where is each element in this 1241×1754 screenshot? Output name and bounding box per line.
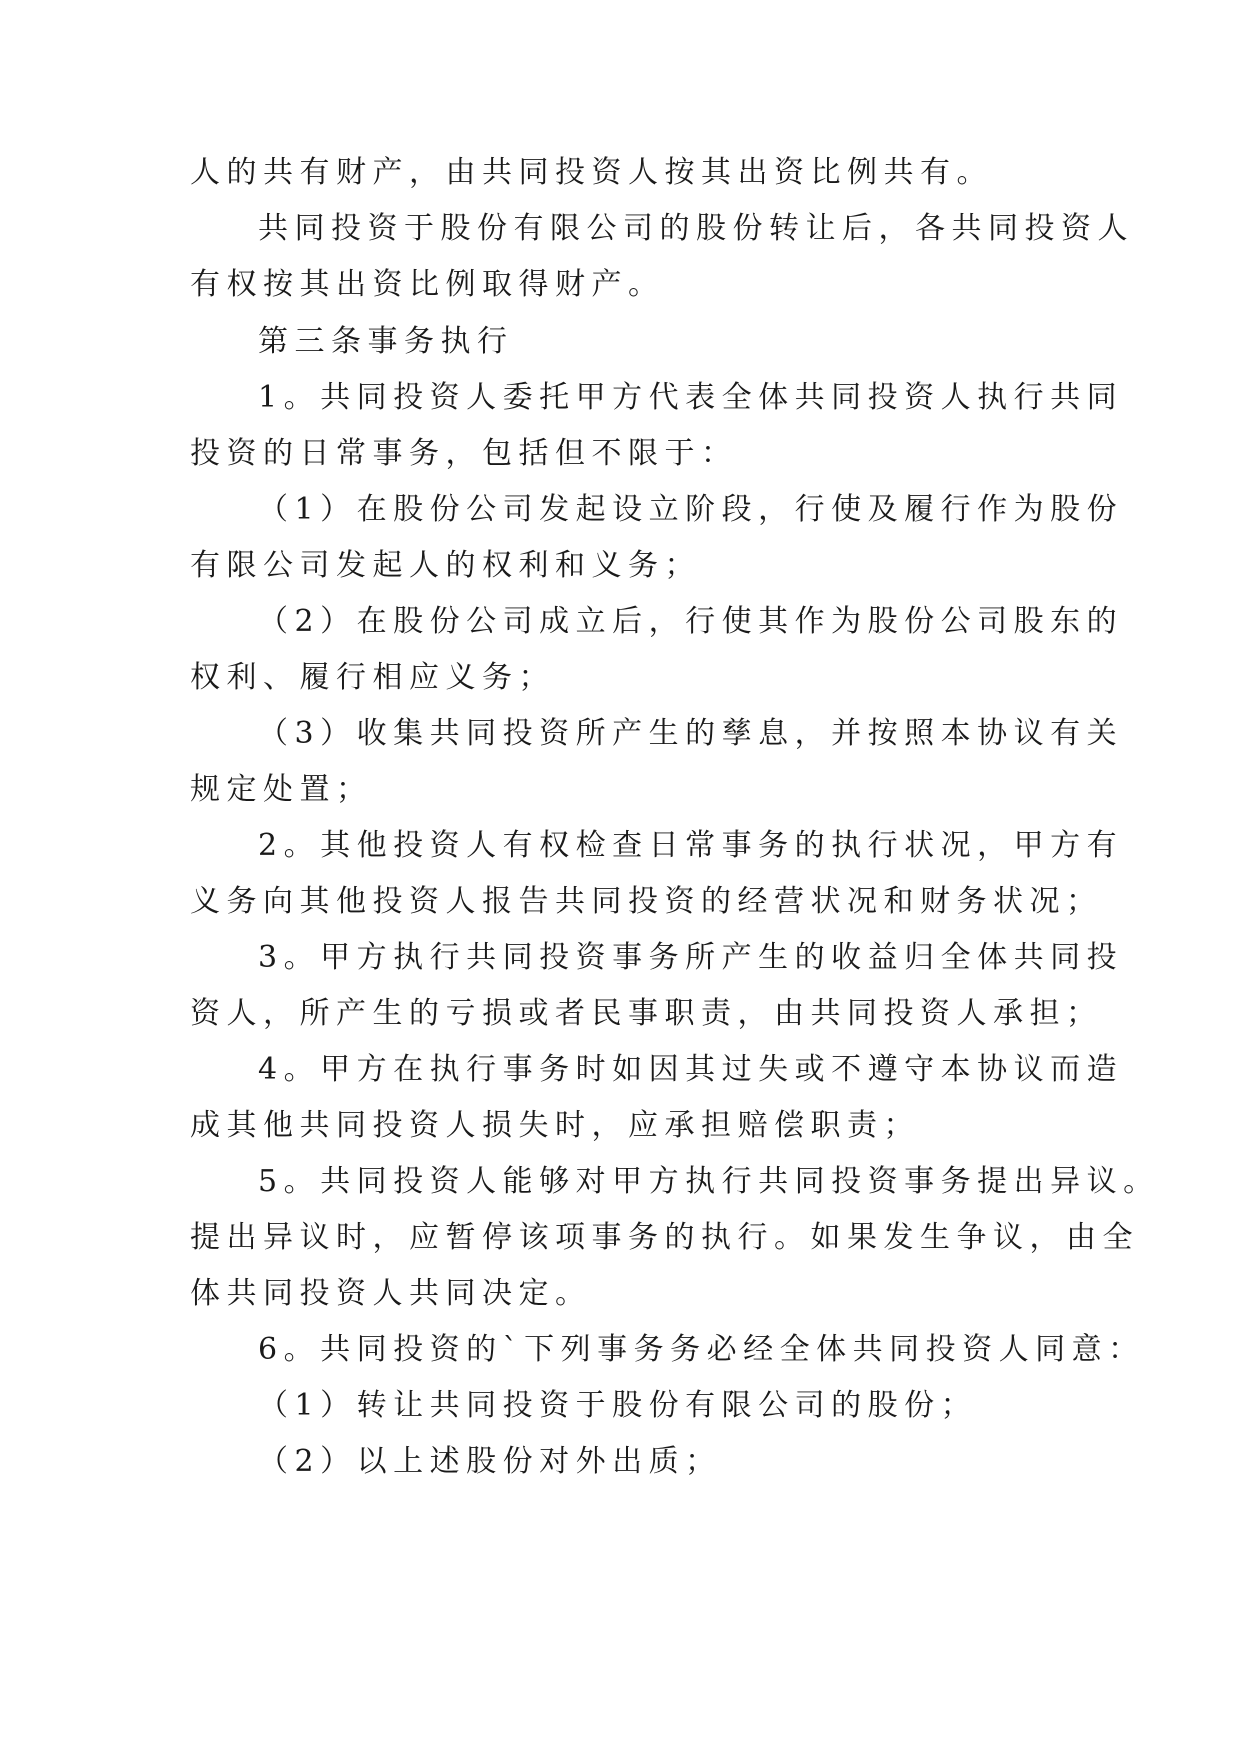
text-line: 规定处置； — [190, 772, 373, 807]
text-line: （2）以上述股份对外出质； — [258, 1444, 722, 1479]
text-line: 成其他共同投资人损失时，应承担赔偿职责； — [190, 1108, 920, 1143]
text-line: 资人，所产生的亏损或者民事职责，由共同投资人承担； — [190, 996, 1103, 1031]
text-line: （2）在股份公司成立后，行使其作为股份公司股东的 — [258, 604, 1124, 639]
text-line: 4。甲方在执行事务时如因其过失或不遵守本协议而造 — [258, 1052, 1124, 1087]
text-line: （3）收集共同投资所产生的孳息，并按照本协议有关 — [258, 716, 1124, 751]
text-line: 3。甲方执行共同投资事务所产生的收益归全体共同投 — [258, 940, 1124, 975]
section-heading: 第三条事务执行 — [258, 324, 514, 359]
text-line: 人的共有财产，由共同投资人按其出资比例共有。 — [190, 155, 993, 190]
text-line: 5。共同投资人能够对甲方执行共同投资事务提出异议。 — [258, 1164, 1160, 1199]
text-line: 有限公司发起人的权利和义务； — [190, 548, 701, 583]
text-line: 2。其他投资人有权检查日常事务的执行状况，甲方有 — [258, 828, 1124, 863]
text-line: 6。共同投资的`下列事务务必经全体共同投资人同意： — [258, 1332, 1145, 1367]
text-line: 1。共同投资人委托甲方代表全体共同投资人执行共同 — [258, 380, 1124, 415]
text-line: 投资的日常事务，包括但不限于： — [190, 436, 738, 471]
text-line: （1）在股份公司发起设立阶段，行使及履行作为股份 — [258, 492, 1124, 527]
text-line: 体共同投资人共同决定。 — [190, 1276, 592, 1311]
text-line: 有权按其出资比例取得财产。 — [190, 267, 665, 302]
text-line: 提出异议时，应暂停该项事务的执行。如果发生争议，由全 — [190, 1220, 1139, 1255]
text-line: 共同投资于股份有限公司的股份转让后，各共同投资人 — [258, 211, 1134, 246]
text-line: 权利、履行相应义务； — [190, 660, 555, 695]
text-line: （1）转让共同投资于股份有限公司的股份； — [258, 1388, 978, 1423]
text-line: 义务向其他投资人报告共同投资的经营状况和财务状况； — [190, 884, 1103, 919]
